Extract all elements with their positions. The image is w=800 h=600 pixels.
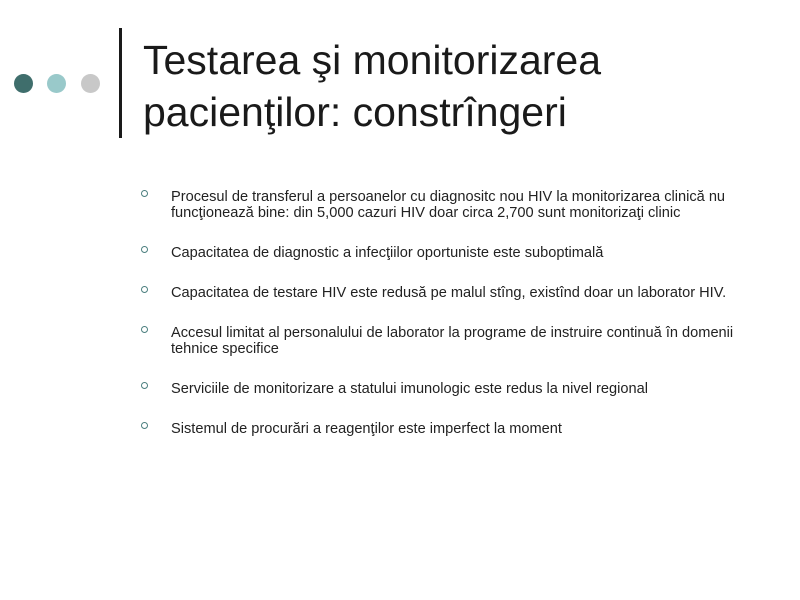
bullet-item	[140, 381, 750, 397]
bullet-circle-icon	[141, 422, 148, 429]
bullet-circle-icon	[141, 190, 148, 197]
decor-dot-light-teal-icon	[47, 74, 66, 93]
slide-title-line-2: pacienţilor: constrîngeri	[143, 89, 567, 135]
decor-dot-dark-teal-icon	[14, 74, 33, 93]
bullet-text: Sistemul de procurări a reagenţilor este imperfect la moment	[171, 421, 562, 437]
bullet-text: Procesul de transferul a persoanelor cu diagnositc nou HIV la monitorizarea clinică nu funcţionează bine: din 5,000 cazuri HIV doar circa 2,700 sunt monitorizaţi clinic	[171, 189, 726, 221]
bullet-item	[140, 285, 750, 301]
bullet-circle-icon	[141, 246, 148, 253]
bullet-circle-icon	[141, 286, 148, 293]
bullet-text: Capacitatea de testare HIV este redusă pe malul stîng, existînd doar un laborator HIV.	[171, 285, 727, 301]
decor-dot-grey-icon	[81, 74, 100, 93]
bullet-item	[140, 245, 750, 261]
bullet-text: Serviciile de monitorizare a statului imunologic este redus la nivel regional	[171, 381, 648, 397]
bullet-text: Accesul limitat al personalului de laborator la programe de instruire continuă în domenii tehnice specifice	[171, 325, 734, 357]
bullet-circle-icon	[141, 326, 148, 333]
title-accent-bar	[119, 28, 122, 138]
bullet-text: Capacitatea de diagnostic a infecţiilor oportuniste este suboptimală	[171, 245, 604, 261]
bullet-list	[140, 189, 750, 437]
slide-title-line-1: Testarea şi monitorizarea	[143, 37, 602, 83]
slide-title	[143, 34, 783, 138]
bullet-circle-icon	[141, 382, 148, 389]
bullet-item	[140, 421, 750, 437]
bullet-item	[140, 325, 750, 357]
bullet-item	[140, 189, 750, 221]
